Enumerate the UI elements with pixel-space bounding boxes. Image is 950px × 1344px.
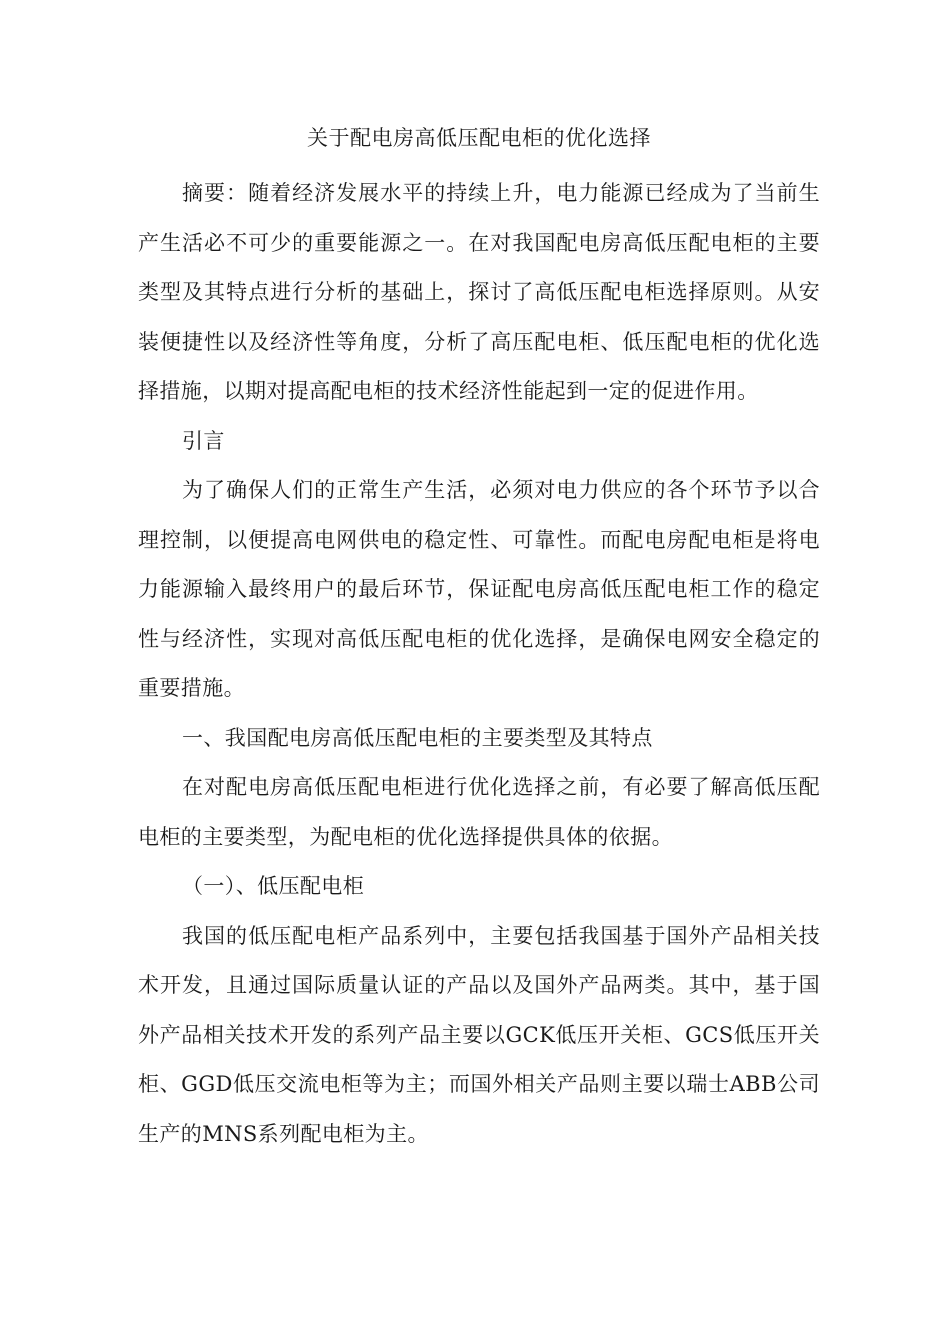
abstract-paragraph: 摘要：随着经济发展水平的持续上升，电力能源已经成为了当前生产生活必不可少的重要能源之一。在对我国配电房高低压配电柜的主要类型及其特点进行分析的基础上，探讨了高低压配电柜选择原则。从安装便捷性以及经济性等角度，分析了高压配电柜、低压配电柜的优化选择措施，以期对提高配电柜的技术经济性能起到一定的促进作用。	[138, 181, 820, 403]
subsection-1-paragraph: 我国的低压配电柜产品系列中，主要包括我国基于国外产品相关技术开发，且通过国际质量认证的产品以及国外产品两类。其中，基于国外产品相关技术开发的系列产品主要以GCK低压开关柜、GCS低压开关柜、GGD低压交流电柜等为主；而国外相关产品则主要以瑞士ABB公司生产的MNS系列配电柜为主。	[138, 923, 820, 1146]
section-1-paragraph: 在对配电房高低压配电柜进行优化选择之前，有必要了解高低压配电柜的主要类型，为配电柜的优化选择提供具体的依据。	[138, 775, 820, 849]
section-1-heading: 一、我国配电房高低压配电柜的主要类型及其特点	[182, 725, 653, 750]
document-page	[138, 120, 820, 1159]
intro-paragraph: 为了确保人们的正常生产生活，必须对电力供应的各个环节予以合理控制，以便提高电网供电的稳定性、可靠性。而配电房配电柜是将电力能源输入最终用户的最后环节，保证配电房高低压配电柜工作的稳定性与经济性，实现对高低压配电柜的优化选择，是确保电网安全稳定的重要措施。	[138, 478, 820, 700]
intro-heading: 引言	[182, 428, 225, 453]
document-title: 关于配电房高低压配电柜的优化选择	[307, 126, 651, 150]
subsection-1-heading: （一）、低压配电柜	[182, 874, 365, 898]
